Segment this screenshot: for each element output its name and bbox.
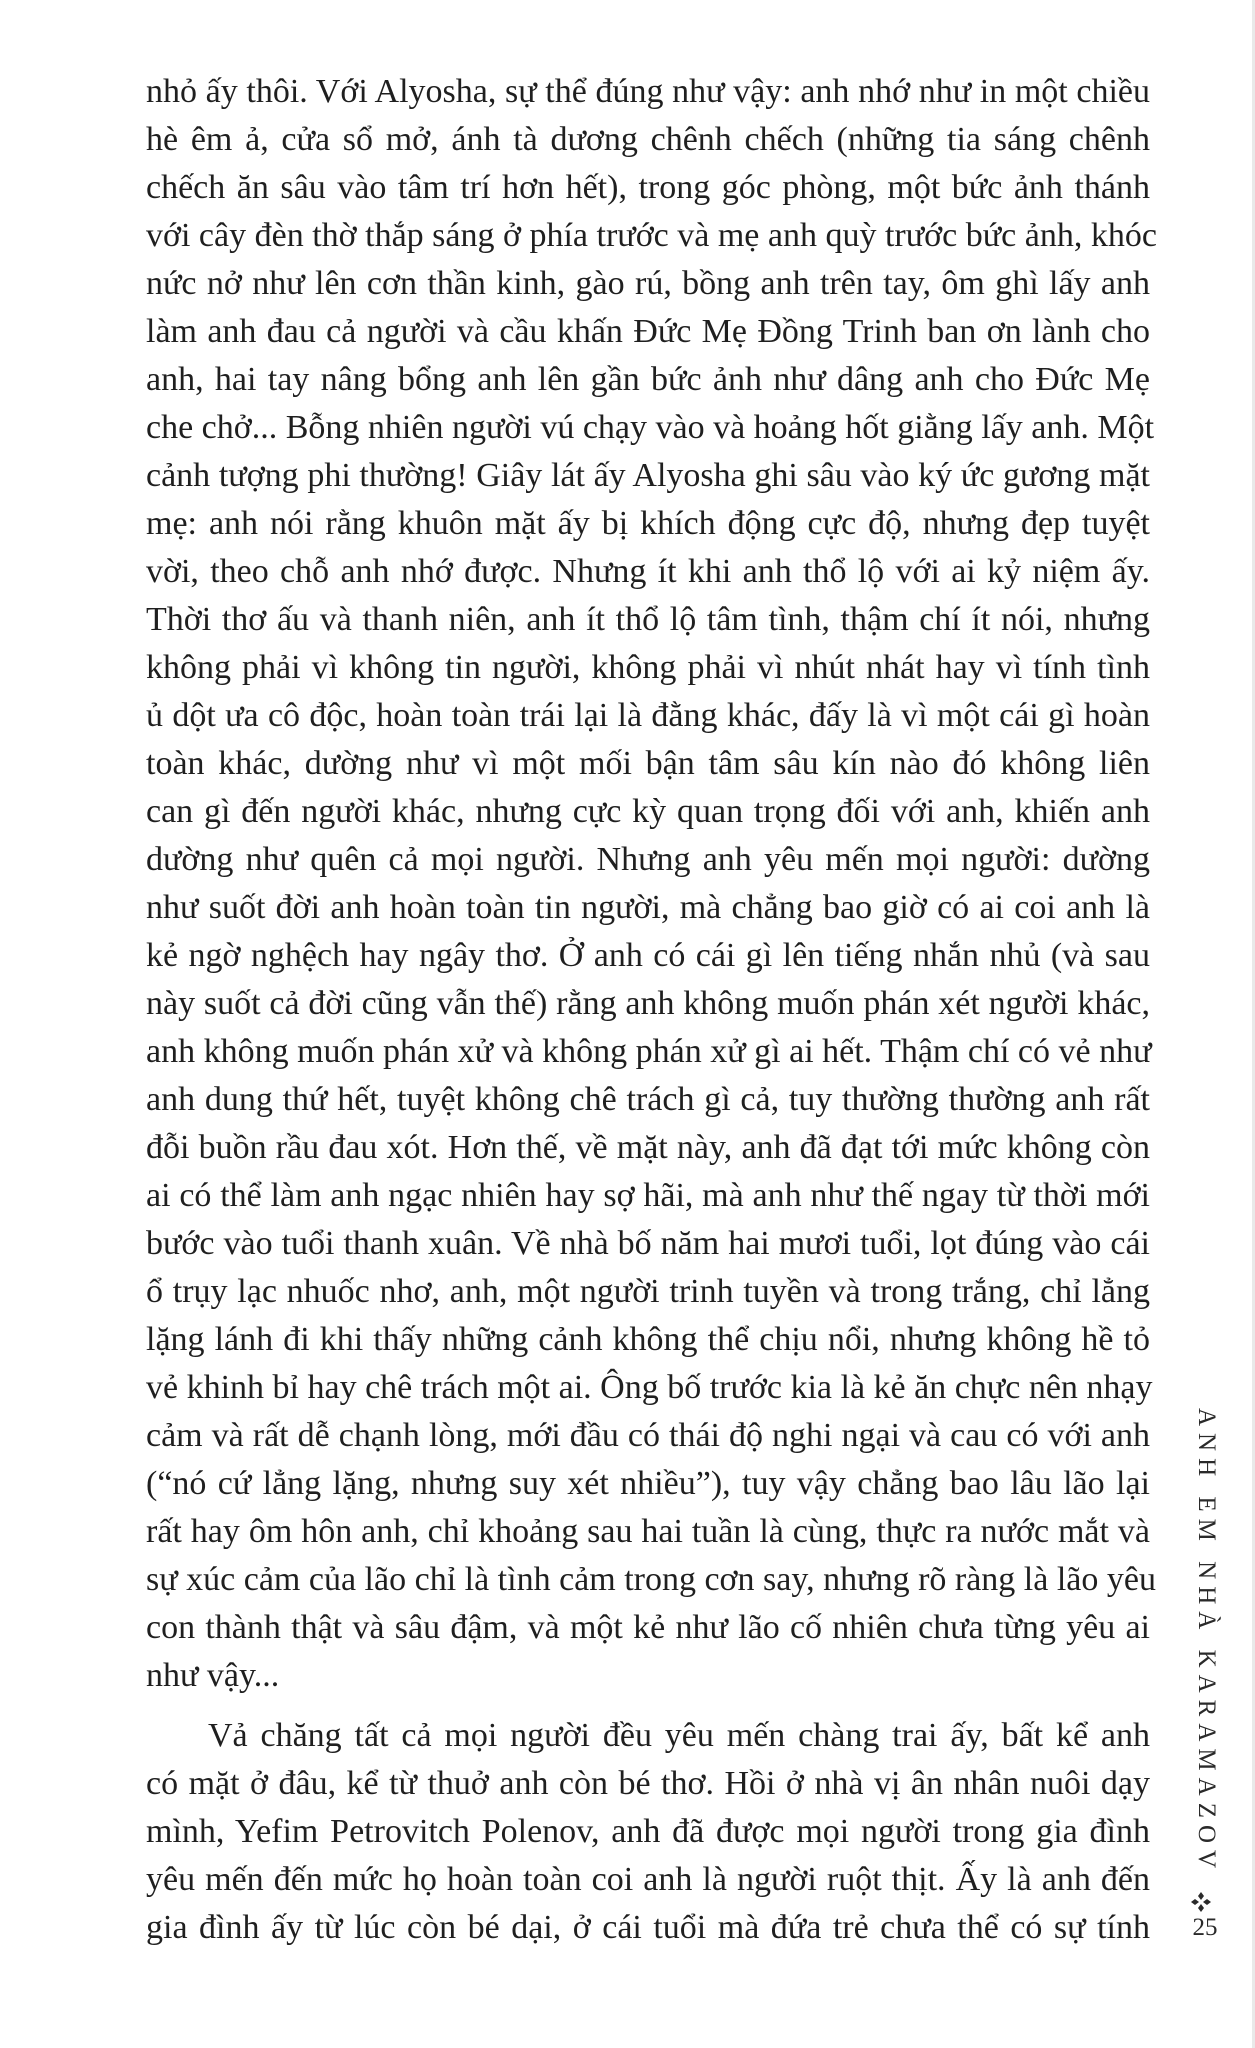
text-line: (“nó cứ lẳng lặng, nhưng suy xét nhiều”), tuy vậy chẳng bao lâu lão lại xyxy=(146,1465,1150,1502)
text-line: rất hay ôm hôn anh, chỉ khoảng sau hai tuần là cùng, thực ra nước mắt và xyxy=(146,1513,1150,1550)
text-line: dường như quên cả mọi người. Nhưng anh yêu mến mọi người: dường xyxy=(146,841,1150,878)
text-line: anh dung thứ hết, tuyệt không chê trách gì cả, tuy thường thường anh rất xyxy=(146,1081,1150,1118)
text-line: anh không muốn phán xử và không phán xử gì ai hết. Thậm chí có vẻ như xyxy=(146,1033,1152,1070)
paragraph-1 xyxy=(146,68,1157,1700)
running-title: ANH EM NHÀ KARAMAZOV xyxy=(1193,1408,1220,1876)
text-line: bước vào tuổi thanh xuân. Về nhà bố năm hai mươi tuổi, lọt đúng vào cái xyxy=(146,1225,1150,1262)
paragraph-gap xyxy=(146,1700,1150,1712)
text-line: như suốt đời anh hoàn toàn tin người, mà chẳng bao giờ có ai coi anh là xyxy=(146,889,1150,926)
text-line: làm anh đau cả người và cầu khấn Đức Mẹ Đồng Trinh ban ơn lành cho xyxy=(146,313,1150,350)
page-number: 25 xyxy=(1192,1914,1218,1941)
four-diamond-ornament-icon xyxy=(1189,1890,1213,1914)
text-line: này suốt cả đời cũng vẫn thế) rằng anh không muốn phán xét người khác, xyxy=(146,985,1150,1022)
text-line: không phải vì không tin người, không phải vì nhút nhát hay vì tính tình xyxy=(146,649,1150,686)
text-line: gia đình ấy từ lúc còn bé dại, ở cái tuổi mà đứa trẻ chưa thể có sự tính xyxy=(146,1909,1150,1946)
text-line: vẻ khinh bỉ hay chê trách một ai. Ông bố trước kia là kẻ ăn chực nên nhạy xyxy=(146,1369,1153,1406)
text-line: cảm và rất dễ chạnh lòng, mới đầu có thái độ nghi ngại và cau có với anh xyxy=(146,1417,1150,1454)
paragraph-2 xyxy=(146,1712,1150,1952)
body-text xyxy=(146,68,1157,1952)
text-line: mẹ: anh nói rằng khuôn mặt ấy bị khích động cực độ, nhưng đẹp tuyệt xyxy=(146,505,1150,542)
text-line: ủ dột ưa cô độc, hoàn toàn trái lại là đằng khác, đấy là vì một cái gì hoàn xyxy=(146,697,1150,734)
text-line: chếch ăn sâu vào tâm trí hơn hết), trong góc phòng, một bức ảnh thánh xyxy=(146,169,1150,206)
text-line: với cây đèn thờ thắp sáng ở phía trước và mẹ anh quỳ trước bức ảnh, khóc xyxy=(146,217,1157,254)
text-line: con thành thật và sâu đậm, và một kẻ như lão cố nhiên chưa từng yêu ai xyxy=(146,1609,1150,1646)
text-line: toàn khác, dường như vì một mối bận tâm sâu kín nào đó không liên xyxy=(146,745,1150,782)
text-line: mình, Yefim Petrovitch Polenov, anh đã được mọi người trong gia đình xyxy=(146,1813,1150,1850)
text-line: sự xúc cảm của lão chỉ là tình cảm trong cơn say, nhưng rõ ràng là lão yêu xyxy=(146,1561,1156,1598)
text-line: nức nở như lên cơn thần kinh, gào rú, bồng anh trên tay, ôm ghì lấy anh xyxy=(146,265,1150,302)
text-line: anh, hai tay nâng bổng anh lên gần bức ảnh như dâng anh cho Đức Mẹ xyxy=(146,361,1150,398)
text-line: yêu mến đến mức họ hoàn toàn coi anh là người ruột thịt. Ấy là anh đến xyxy=(146,1861,1150,1898)
text-line: Thời thơ ấu và thanh niên, anh ít thổ lộ tâm tình, thậm chí ít nói, nhưng xyxy=(146,601,1150,638)
text-line: can gì đến người khác, nhưng cực kỳ quan trọng đối với anh, khiến anh xyxy=(146,793,1150,830)
text-line: Vả chăng tất cả mọi người đều yêu mến chàng trai ấy, bất kể anh xyxy=(208,1717,1150,1754)
text-line: cảnh tượng phi thường! Giây lát ấy Alyosha ghi sâu vào ký ức gương mặt xyxy=(146,457,1150,494)
text-line: nhỏ ấy thôi. Với Alyosha, sự thể đúng như vậy: anh nhớ như in một chiều xyxy=(146,73,1150,110)
text-line: có mặt ở đâu, kể từ thuở anh còn bé thơ. Hồi ở nhà vị ân nhân nuôi dạy xyxy=(146,1765,1150,1802)
text-line: ổ trụy lạc nhuốc nhơ, anh, một người trinh tuyền và trong trắng, chỉ lẳng xyxy=(146,1273,1150,1310)
text-line: kẻ ngờ nghệch hay ngây thơ. Ở anh có cái gì lên tiếng nhắn nhủ (và sau xyxy=(146,937,1150,974)
text-line: đỗi buồn rầu đau xót. Hơn thế, về mặt này, anh đã đạt tới mức không còn xyxy=(146,1129,1150,1166)
text-line: lặng lánh đi khi thấy những cảnh không thể chịu nổi, nhưng không hề tỏ xyxy=(146,1321,1150,1358)
text-line: ai có thể làm anh ngạc nhiên hay sợ hãi, mà anh như thế ngay từ thời mới xyxy=(146,1177,1150,1214)
text-line: vời, theo chỗ anh nhớ được. Nhưng ít khi anh thổ lộ với ai kỷ niệm ấy. xyxy=(146,553,1150,590)
text-line: che chở... Bỗng nhiên người vú chạy vào và hoảng hốt giằng lấy anh. Một xyxy=(146,409,1155,446)
text-line: như vậy... xyxy=(146,1657,280,1694)
text-line: hè êm ả, cửa sổ mở, ánh tà dương chênh chếch (những tia sáng chênh xyxy=(146,121,1150,158)
